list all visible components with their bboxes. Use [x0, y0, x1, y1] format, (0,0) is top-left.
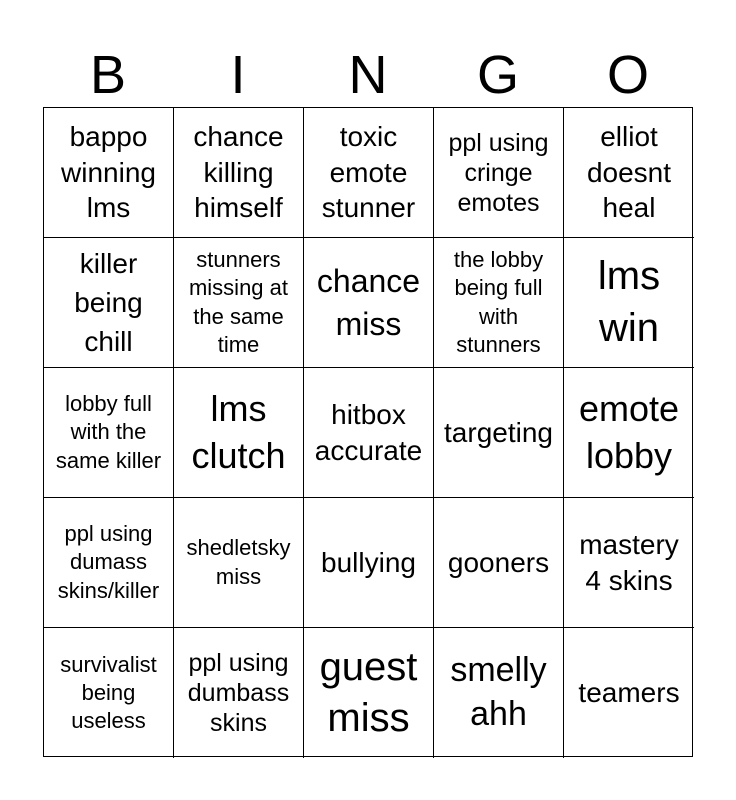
bingo-cell[interactable]: mastery 4 skins: [564, 498, 694, 628]
bingo-cell[interactable]: emote lobby: [564, 368, 694, 498]
bingo-cell[interactable]: shedletsky miss: [174, 498, 304, 628]
header-letter-o: O: [606, 45, 649, 105]
bingo-cell[interactable]: elliot doesnt heal: [564, 108, 694, 238]
bingo-cell[interactable]: survivalist being useless: [44, 628, 174, 758]
bingo-cell[interactable]: the lobby being full with stunners: [434, 238, 564, 368]
bingo-cell[interactable]: lobby full with the same killer: [44, 368, 174, 498]
bingo-cell[interactable]: smelly ahh: [434, 628, 564, 758]
bingo-cell[interactable]: stunners missing at the same time: [174, 238, 304, 368]
bingo-cell[interactable]: lms win: [564, 238, 694, 368]
bingo-cell[interactable]: lms clutch: [174, 368, 304, 498]
bingo-cell[interactable]: targeting: [434, 368, 564, 498]
bingo-cell[interactable]: ppl using dumbass skins: [174, 628, 304, 758]
header-letter-b: B: [89, 45, 127, 105]
bingo-header: [43, 42, 693, 108]
bingo-cell[interactable]: chance miss: [304, 238, 434, 368]
bingo-card-grid: [43, 107, 693, 757]
bingo-cell[interactable]: ppl using cringe emotes: [434, 108, 564, 238]
bingo-cell[interactable]: gooners: [434, 498, 564, 628]
bingo-cell[interactable]: hitbox accurate: [304, 368, 434, 498]
bingo-cell[interactable]: ppl using dumass skins/killer: [44, 498, 174, 628]
bingo-cell[interactable]: chance killing himself: [174, 108, 304, 238]
bingo-cell[interactable]: killer being chill: [44, 238, 174, 368]
bingo-cell[interactable]: toxic emote stunner: [304, 108, 434, 238]
bingo-cell[interactable]: guest miss: [304, 628, 434, 758]
header-letter-g: G: [476, 45, 519, 105]
header-letter-n: N: [348, 45, 388, 105]
bingo-cell[interactable]: bappo winning lms: [44, 108, 174, 238]
bingo-cell[interactable]: teamers: [578, 677, 680, 709]
header-letter-i: I: [230, 45, 246, 105]
bingo-cell[interactable]: bullying: [304, 498, 434, 628]
